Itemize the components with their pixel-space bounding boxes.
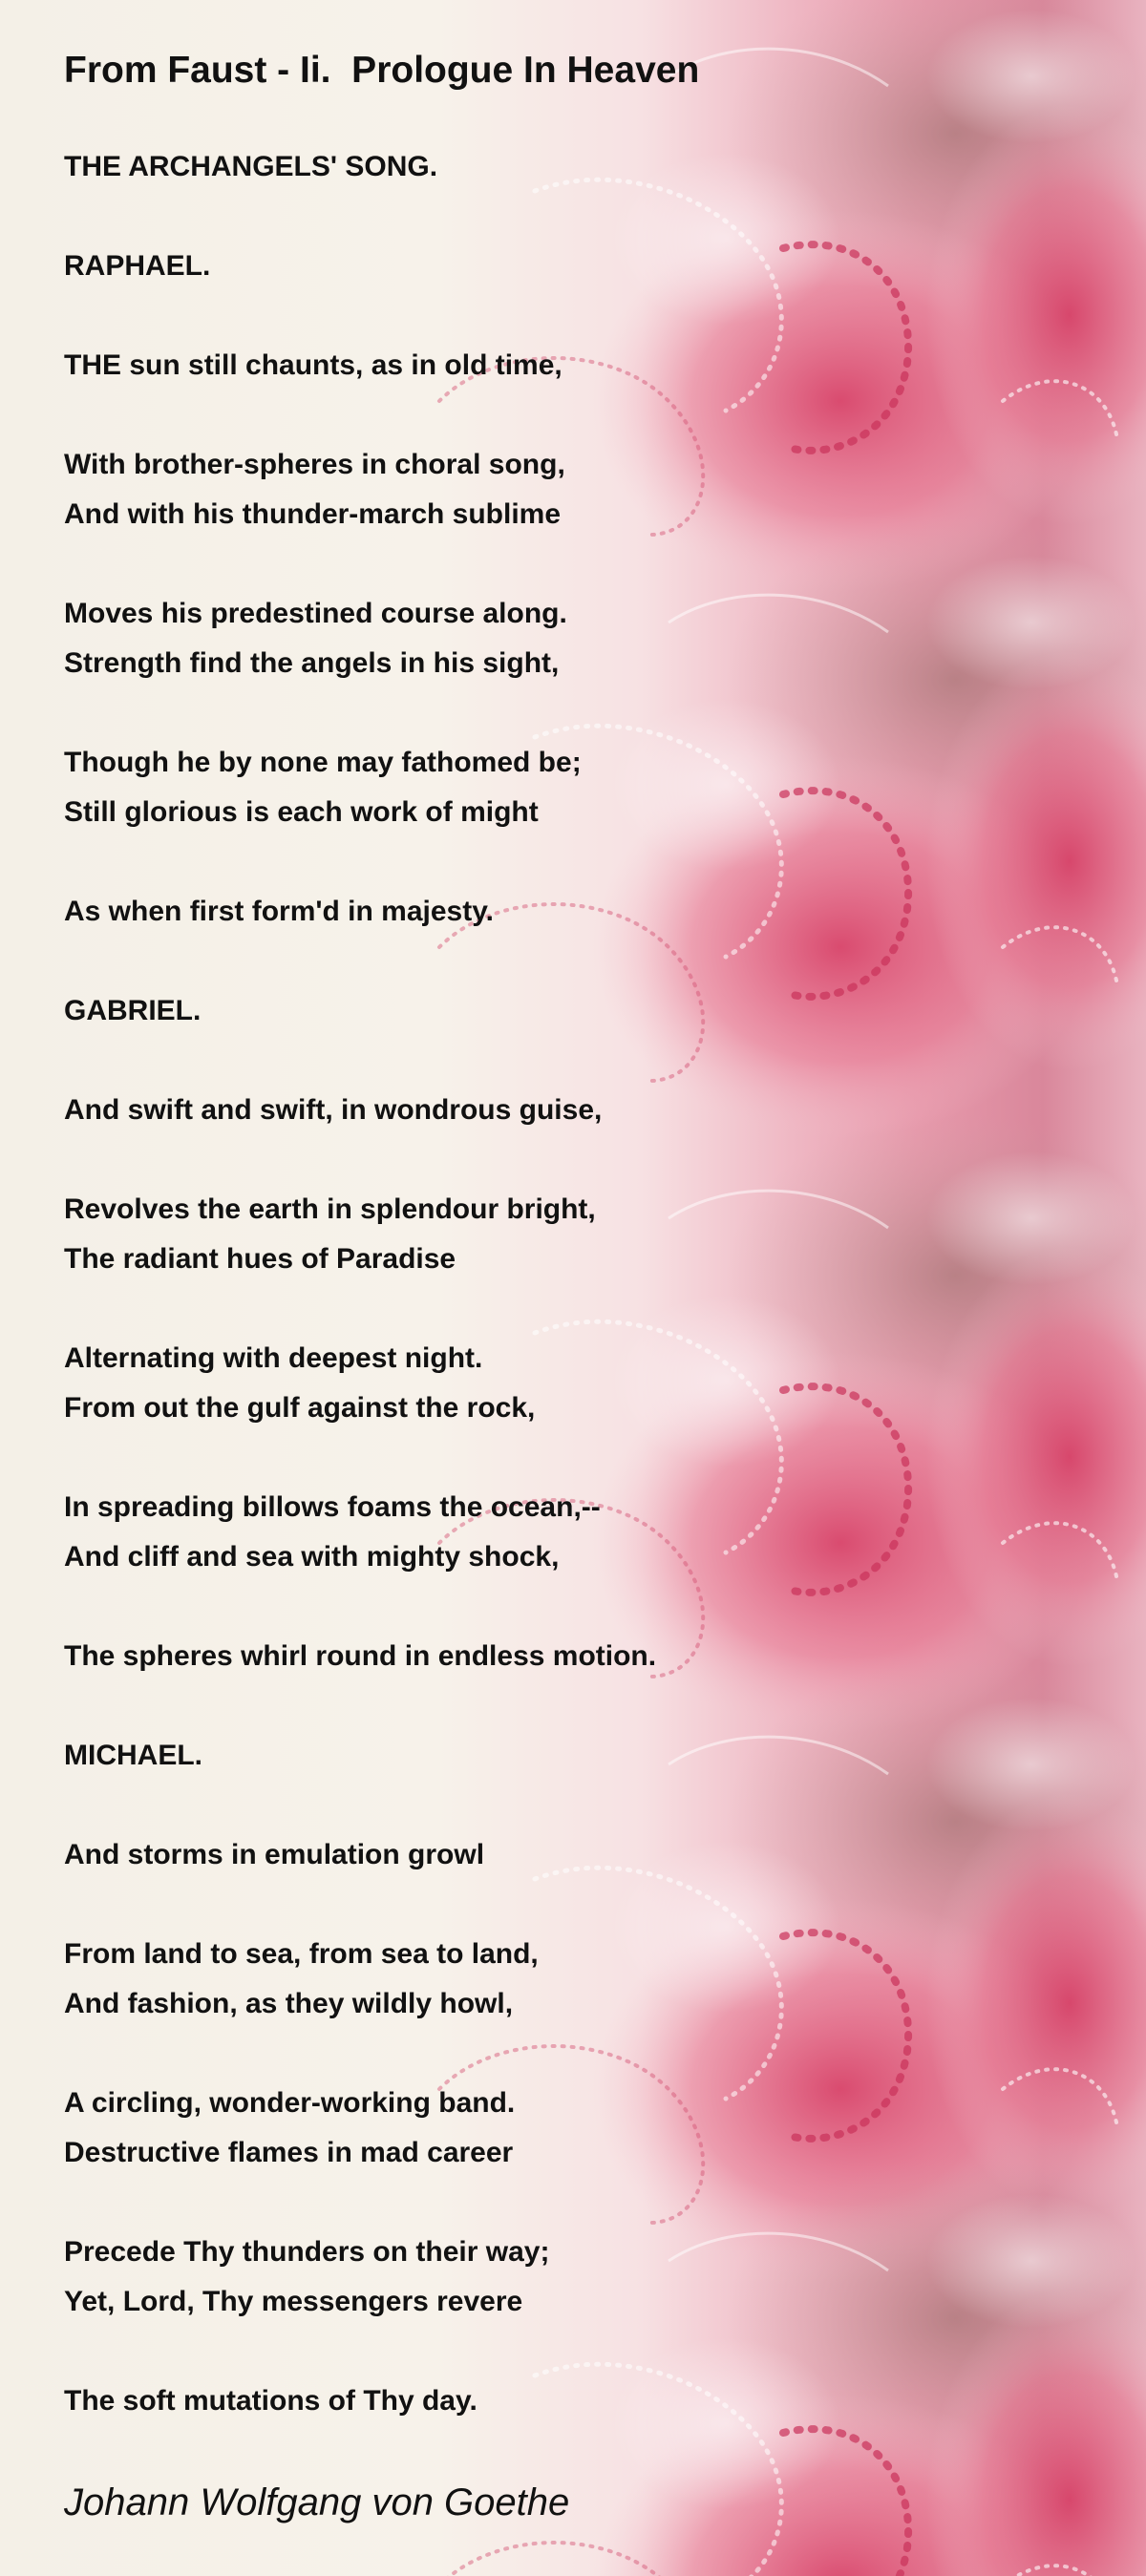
poem-line: MICHAEL. bbox=[64, 1740, 202, 1771]
poem-line: Alternating with deepest night. bbox=[64, 1342, 483, 1374]
poem-line: From out the gulf against the rock, bbox=[64, 1392, 536, 1424]
poem-line: Strength find the angels in his sight, bbox=[64, 647, 560, 679]
poem-line: And fashion, as they wildly howl, bbox=[64, 1988, 514, 2019]
poem-line: Moves his predestined course along. bbox=[64, 598, 567, 629]
poem-title: From Faust - Ii. Prologue In Heaven bbox=[64, 50, 700, 91]
poem-line: And cliff and sea with mighty shock, bbox=[64, 1541, 560, 1573]
poem-line: THE sun still chaunts, as in old time, bbox=[64, 349, 562, 381]
poem-line: And with his thunder-march sublime bbox=[64, 498, 562, 530]
poem-line: In spreading billows foams the ocean,-- bbox=[64, 1491, 601, 1523]
poem-line: Yet, Lord, Thy messengers revere bbox=[64, 2286, 523, 2317]
poem-line: Revolves the earth in splendour bright, bbox=[64, 1193, 596, 1225]
poem-line: And swift and swift, in wondrous guise, bbox=[64, 1094, 603, 1126]
poem-line: Still glorious is each work of might bbox=[64, 796, 539, 828]
poem-line: The soft mutations of Thy day. bbox=[64, 2385, 478, 2417]
poem-line: As when first form'd in majesty. bbox=[64, 896, 494, 927]
poem-line: The spheres whirl round in endless motion. bbox=[64, 1640, 657, 1672]
poem-line: Precede Thy thunders on their way; bbox=[64, 2236, 550, 2268]
poem-line: A circling, wonder-working band. bbox=[64, 2087, 516, 2119]
poem-line: THE ARCHANGELS' SONG. bbox=[64, 151, 438, 182]
poem-line: Though he by none may fathomed be; bbox=[64, 747, 582, 778]
poem-line: From land to sea, from sea to land, bbox=[64, 1938, 539, 1970]
poem-line: The radiant hues of Paradise bbox=[64, 1243, 456, 1275]
poem-author: Johann Wolfgang von Goethe bbox=[64, 2481, 570, 2523]
poem-line: GABRIEL. bbox=[64, 995, 202, 1026]
poem-line: With brother-spheres in choral song, bbox=[64, 449, 565, 480]
poem-line: Destructive flames in mad career bbox=[64, 2137, 514, 2168]
poem-line: And storms in emulation growl bbox=[64, 1839, 485, 1870]
poem-line: RAPHAEL. bbox=[64, 250, 211, 282]
